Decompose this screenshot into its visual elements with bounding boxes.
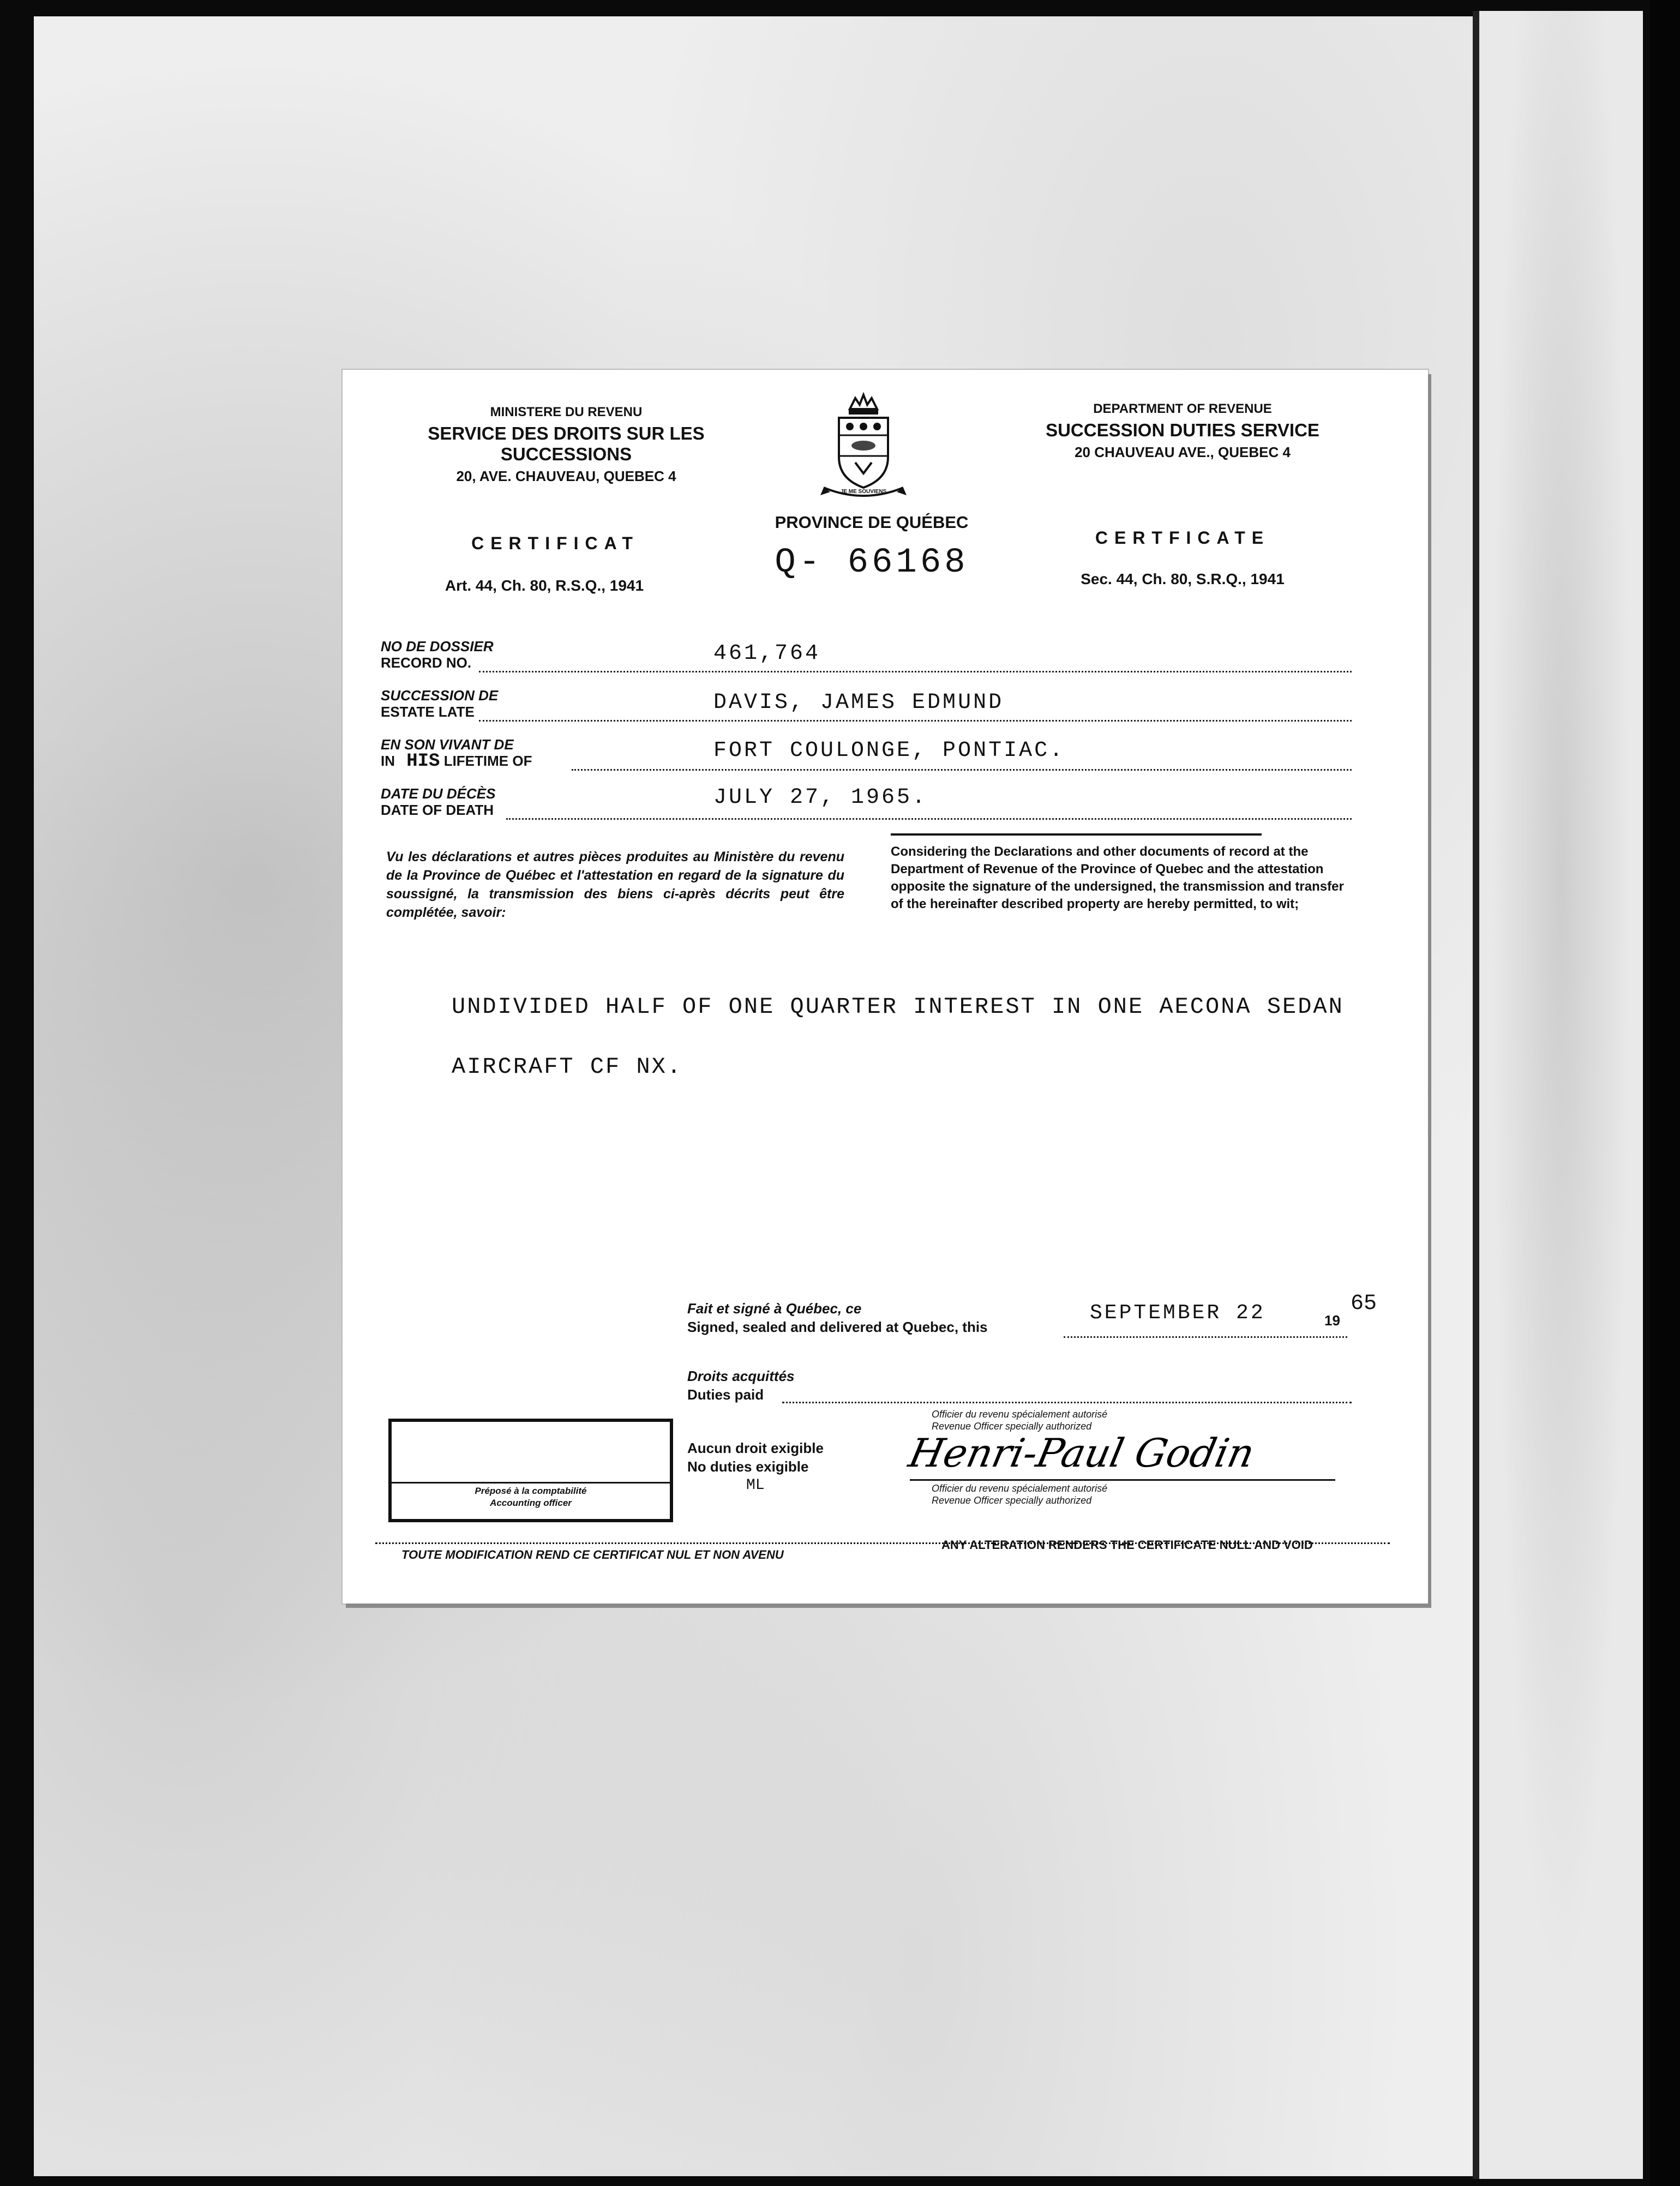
estate-label [381,687,498,720]
service-name-en: SUCCESSION DUTIES SERVICE [1046,420,1319,440]
duties-paid-line [782,1402,1352,1403]
ministry-name: MINISTERE DU REVENU [490,405,643,419]
service-name-fr: SERVICE DES DROITS SUR LES SUCCESSIONS [428,423,705,464]
declaration-en: Considering the Declarations and other documents of record at the Department of Revenue of the Province of Quebec and the attestation opposite the signature of the undersigned, the transmission and transfer of the hereinafter described property are hereby permitted, to wit; [891,844,1344,911]
lifetime-pronoun: HIS [406,751,440,772]
declaration-fr: Vu les déclarations et autres pièces produites au Ministère du revenu de la Province de Québec et l'attestation en regard de la signature du soussigné, la transmission des biens ci-après décrits peut être complétée, savoir: [386,849,844,920]
death-line [506,818,1352,820]
death-label-fr: DATE DU DÉCÈS [381,785,496,802]
officer-bottom-fr: Officier du revenu spécialement autorisé [932,1483,1108,1494]
header-left [392,405,741,485]
footer-warning-en: ANY ALTERATION RENDERS THE CERTIFICATE NULL AND VOID [941,1538,1313,1552]
officer-top-fr: Officier du revenu spécialement autorisé [932,1409,1108,1420]
succession-certificate [343,370,1428,1604]
reference-en: Sec. 44, Ch. 80, S.R.Q., 1941 [1081,570,1285,587]
officer-signature: Henri-Paul Godin [905,1430,1259,1476]
record-label-fr: NO DE DOSSIER [381,638,494,654]
record-number: 461,764 [713,641,821,666]
officer-caption-bottom [932,1482,1107,1506]
property-line-2: AIRCRAFT CF NX. [452,1054,683,1080]
no-duties-fr: Aucun droit exigible [687,1440,824,1456]
accounting-box [388,1419,673,1522]
death-label-en: DATE OF DEATH [381,802,494,818]
estate-label-en: ESTATE LATE [381,704,475,720]
address-fr: 20, AVE. CHAUVEAU, QUEBEC 4 [456,468,676,484]
no-duties-en: No duties exigible [687,1458,809,1475]
year-prefix: 19 [1324,1312,1340,1329]
duties-paid-en: Duties paid [687,1386,764,1403]
certificat-title: CERTIFICAT [471,533,639,553]
signing-date-line [1064,1336,1347,1338]
lifetime-label-in: IN [381,753,395,769]
adjacent-page-strip [1479,11,1643,2179]
accounting-box-divider [392,1482,670,1484]
estate-line [479,720,1352,722]
footer-warning-fr: TOUTE MODIFICATION REND CE CERTIFICAT NUL ET NON AVENU [401,1548,784,1562]
signing-year: 65 [1351,1292,1377,1316]
duties-paid-fr: Droits acquittés [687,1368,795,1384]
death-date: JULY 27, 1965. [713,785,928,810]
record-label-en: RECORD NO. [381,654,472,671]
signing-label-fr: Fait et signé à Québec, ce [687,1300,862,1317]
lifetime-label-en: LIFETIME OF [443,753,532,769]
officer-top-en: Revenue Officer specially authorized [932,1421,1092,1432]
crest-motto: JE ME SOUVIENS [840,489,887,495]
signing-label-en: Signed, sealed and delivered at Quebec, this [687,1319,988,1335]
estate-name: DAVIS, JAMES EDMUND [713,690,1004,715]
clerk-initials: ML [746,1477,765,1494]
reference-fr: Art. 44, Ch. 80, R.S.Q., 1941 [445,577,644,594]
certificate-title: CERTFICATE [1095,528,1270,548]
address-en: 20 CHAUVEAU AVE., QUEBEC 4 [1075,444,1291,460]
department-name: DEPARTMENT OF REVENUE [1093,401,1272,416]
property-line-1: UNDIVIDED HALF OF ONE QUARTER INTEREST IN ONE AECONA SEDAN [452,994,1344,1020]
accounting-officer-label [392,1485,670,1509]
lifetime-label-fr: EN SON VIVANT DE [381,736,514,753]
scan-border [1650,0,1680,2186]
death-label [381,785,495,818]
province-name: PROVINCE DE QUÉBEC [775,513,969,532]
record-line [479,671,1352,672]
signing-date: SEPTEMBER 22 [1090,1301,1265,1325]
signature-line [910,1479,1335,1481]
coat-of-arms-icon [817,392,910,501]
estate-label-fr: SUCCESSION DE [381,687,499,704]
page-edge [1473,11,1479,2179]
accounting-label-en: Accounting officer [490,1498,572,1508]
declaration-divider [891,833,1262,836]
quebec-crest [817,392,910,501]
accounting-label-fr: Préposé à la comptabilité [475,1486,587,1496]
header-right [1008,401,1357,461]
certificate-number: Q- 66168 [775,543,969,582]
officer-bottom-en: Revenue Officer specially authorized [932,1495,1092,1506]
lifetime-label [381,736,532,770]
lifetime-line [572,769,1352,771]
lifetime-place: FORT COULONGE, PONTIAC. [713,738,1065,763]
record-label [381,638,494,671]
